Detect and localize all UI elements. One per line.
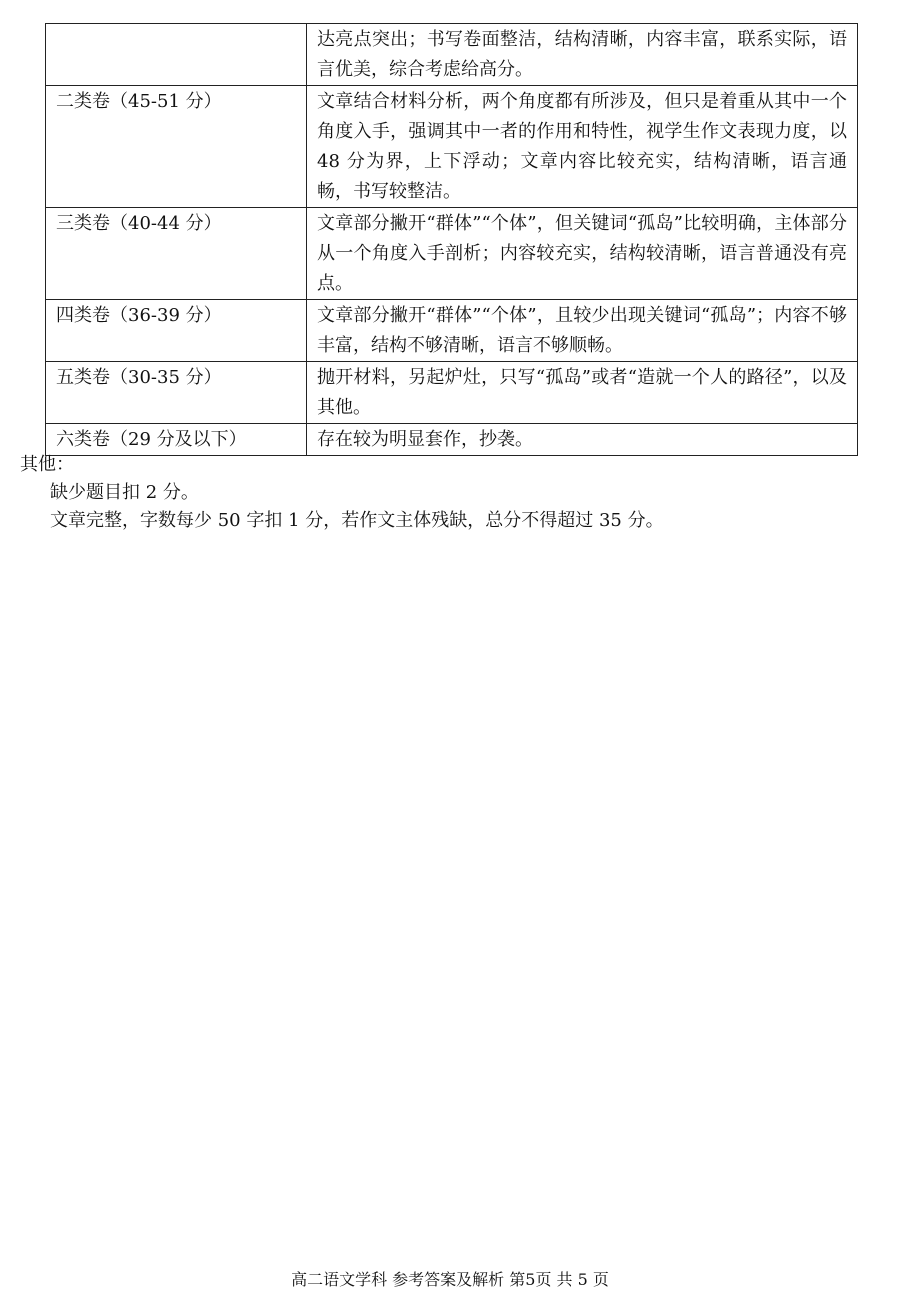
table-row xyxy=(46,24,858,86)
table-row xyxy=(46,208,858,300)
grade-category: 二类卷（45-51 分） xyxy=(46,86,307,208)
grade-category: 五类卷（30-35 分） xyxy=(46,362,307,424)
grading-criteria-table xyxy=(45,23,858,456)
grade-description: 抛开材料，另起炉灶，只写“孤岛”或者“造就一个人的路径”，以及其他。 xyxy=(307,362,858,424)
table-row xyxy=(46,424,858,456)
grade-category: 四类卷（36-39 分） xyxy=(46,300,307,362)
page-footer: 高二语文学科 参考答案及解析 第5页 共 5 页 xyxy=(291,1270,609,1289)
table-row xyxy=(46,300,858,362)
table-row xyxy=(46,86,858,208)
grade-description: 文章结合材料分析，两个角度都有所涉及，但只是着重从其中一个角度入手，强调其中一者的作用和特性，视学生作文表现力度，以 48 分为界，上下浮动；文章内容比较充实，结构清晰，语言通畅，书写较整洁。 xyxy=(307,86,858,208)
grade-category: 六类卷（29 分及以下） xyxy=(46,424,307,456)
grade-description: 存在较为明显套作，抄袭。 xyxy=(307,424,858,456)
grade-description: 文章部分撇开“群体”“个体”，但关键词“孤岛”比较明确，主体部分从一个角度入手剖析；内容较充实，结构较清晰，语言普通没有亮点。 xyxy=(307,208,858,300)
grade-description: 达亮点突出；书写卷面整洁，结构清晰，内容丰富，联系实际，语言优美，综合考虑给高分。 xyxy=(307,24,858,86)
missing-title-rule: 缺少题目扣 2 分。 xyxy=(50,482,199,503)
table-row xyxy=(46,362,858,424)
grade-category xyxy=(46,24,307,86)
grade-description: 文章部分撇开“群体”“个体”，且较少出现关键词“孤岛”；内容不够丰富，结构不够清晰，语言不够顺畅。 xyxy=(307,300,858,362)
other-notes-heading: 其他： xyxy=(20,454,74,475)
grade-category: 三类卷（40-44 分） xyxy=(46,208,307,300)
word-count-rule: 文章完整，字数每少 50 字扣 1 分，若作文主体残缺，总分不得超过 35 分。 xyxy=(50,510,664,531)
